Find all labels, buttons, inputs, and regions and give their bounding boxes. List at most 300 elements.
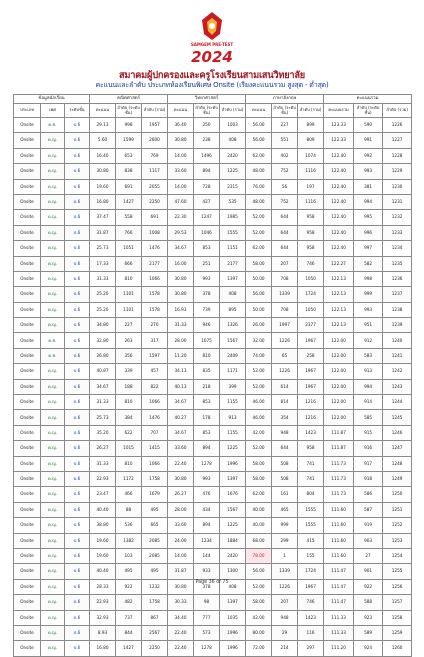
table-cell: 2055 bbox=[142, 179, 168, 194]
table-cell: 1997 bbox=[272, 318, 298, 333]
group-math: คณิตศาสตร์ bbox=[90, 95, 168, 104]
table-cell: 297 bbox=[298, 641, 324, 656]
table-cell: Onsite bbox=[14, 287, 41, 302]
table-cell: Onsite bbox=[14, 395, 41, 410]
table-cell: 62.00 bbox=[246, 241, 272, 256]
table-cell: 30.80 bbox=[168, 471, 194, 486]
table-cell: 2420 bbox=[220, 148, 246, 163]
table-cell: 958 bbox=[298, 441, 324, 456]
table-row bbox=[14, 379, 412, 394]
table-cell: 384 bbox=[116, 410, 142, 425]
table-cell: 30.80 bbox=[90, 164, 116, 179]
table-cell: ป.6 bbox=[65, 471, 90, 486]
table-cell: 1985 bbox=[220, 210, 246, 225]
table-cell: 122.40 bbox=[324, 241, 354, 256]
table-cell: 535 bbox=[220, 194, 246, 209]
table-cell: 1050 bbox=[298, 302, 324, 317]
table-cell: 1244 bbox=[383, 395, 412, 410]
table-cell: ป.6 bbox=[65, 302, 90, 317]
table-cell: ด.ญ. bbox=[41, 518, 65, 533]
table-cell: ด.ญ. bbox=[41, 533, 65, 548]
table-cell: 34.67 bbox=[168, 241, 194, 256]
table-cell: 1397 bbox=[220, 471, 246, 486]
table-cell: ด.ญ. bbox=[41, 595, 65, 610]
table-cell: 853 bbox=[194, 425, 220, 440]
table-cell: 339 bbox=[116, 364, 142, 379]
table-cell: 1996 bbox=[220, 625, 246, 640]
table-cell: 918 bbox=[354, 471, 383, 486]
table-cell: 28.33 bbox=[90, 579, 116, 594]
table-cell: 111.60 bbox=[324, 548, 354, 563]
table-cell: 809 bbox=[298, 133, 324, 148]
table-cell: 1567 bbox=[220, 502, 246, 517]
table-cell: 1758 bbox=[142, 595, 168, 610]
table-cell: 103 bbox=[116, 548, 142, 563]
table-cell: ป.6 bbox=[65, 625, 90, 640]
table-cell: 1476 bbox=[142, 241, 168, 256]
table-cell: ป.6 bbox=[65, 395, 90, 410]
table-cell: 1226 bbox=[272, 333, 298, 348]
table-cell: 810 bbox=[116, 395, 142, 410]
table-cell: 1008 bbox=[142, 225, 168, 240]
table-cell: 122.40 bbox=[324, 210, 354, 225]
table-cell: 48.00 bbox=[246, 194, 272, 209]
table-cell: ป.6 bbox=[65, 225, 90, 240]
table-cell: 1101 bbox=[116, 287, 142, 302]
table-cell: ด.ญ. bbox=[41, 471, 65, 486]
table-cell: ด.ญ. bbox=[41, 225, 65, 240]
table-cell: 1226 bbox=[272, 579, 298, 594]
table-cell: 24.00 bbox=[168, 533, 194, 548]
table-cell: 188 bbox=[116, 379, 142, 394]
table-cell: 822 bbox=[142, 379, 168, 394]
table-cell: 1239 bbox=[383, 318, 412, 333]
table-cell: 1555 bbox=[298, 518, 324, 533]
table-cell: ด.ญ. bbox=[41, 164, 65, 179]
table-cell: 111.47 bbox=[324, 564, 354, 579]
table-cell: ด.ช. bbox=[41, 333, 65, 348]
table-cell: 214 bbox=[272, 641, 298, 656]
table-cell: 111.47 bbox=[324, 595, 354, 610]
table-cell: 1116 bbox=[298, 164, 324, 179]
table-cell: 17.33 bbox=[90, 256, 116, 271]
table-cell: 40.87 bbox=[90, 364, 116, 379]
group-science: วิทยาศาสตร์ bbox=[168, 95, 246, 104]
table-cell: 583 bbox=[354, 348, 383, 363]
table-cell: 34.67 bbox=[168, 425, 194, 440]
table-cell: 40.27 bbox=[168, 410, 194, 425]
table-cell: 251 bbox=[194, 256, 220, 271]
table-cell: 589 bbox=[354, 625, 383, 640]
table-row bbox=[14, 564, 412, 579]
table-cell: 1996 bbox=[220, 641, 246, 656]
table-cell: 1397 bbox=[220, 271, 246, 286]
table-cell: 994 bbox=[354, 194, 383, 209]
table-cell: Onsite bbox=[14, 271, 41, 286]
col-sci-score: คะแนน bbox=[168, 104, 194, 118]
table-cell: 52.00 bbox=[246, 441, 272, 456]
table-cell: ป.6 bbox=[65, 487, 90, 502]
table-cell: Onsite bbox=[14, 118, 41, 133]
table-cell: 1229 bbox=[383, 164, 412, 179]
col-gender: เพศ bbox=[41, 104, 65, 118]
table-cell: ป.6 bbox=[65, 241, 90, 256]
table-cell: ด.ญ. bbox=[41, 287, 65, 302]
table-cell: ด.ญ. bbox=[41, 456, 65, 471]
table-cell: 263 bbox=[116, 333, 142, 348]
table-cell: Onsite bbox=[14, 518, 41, 533]
table-cell: 508 bbox=[272, 456, 298, 471]
table-cell: 22.30 bbox=[168, 210, 194, 225]
table-cell: 1423 bbox=[298, 425, 324, 440]
table-row bbox=[14, 456, 412, 471]
table-row bbox=[14, 533, 412, 548]
table-cell: 998 bbox=[116, 118, 142, 133]
table-cell: 1555 bbox=[298, 502, 324, 517]
table-cell: 56 bbox=[272, 179, 298, 194]
table-cell: 155 bbox=[298, 548, 324, 563]
table-cell: 1599 bbox=[116, 133, 142, 148]
table-cell: ด.ญ. bbox=[41, 641, 65, 656]
table-cell: 11.20 bbox=[168, 348, 194, 363]
table-cell: 78.00 bbox=[246, 548, 272, 563]
table-cell: 52.00 bbox=[246, 379, 272, 394]
table-cell: ด.ช. bbox=[41, 118, 65, 133]
table-cell: 161 bbox=[272, 487, 298, 502]
table-cell: 354 bbox=[272, 410, 298, 425]
table-cell: 19.60 bbox=[90, 548, 116, 563]
table-cell: 1253 bbox=[383, 533, 412, 548]
table-cell: 25.20 bbox=[90, 287, 116, 302]
table-cell: 116 bbox=[298, 625, 324, 640]
table-cell: 2085 bbox=[142, 548, 168, 563]
table-cell: 644 bbox=[272, 241, 298, 256]
table-cell: 1225 bbox=[220, 518, 246, 533]
table-cell: 111.73 bbox=[324, 456, 354, 471]
table-cell: 16.00 bbox=[168, 256, 194, 271]
table-cell: 25.20 bbox=[90, 302, 116, 317]
table-cell: 1967 bbox=[298, 333, 324, 348]
table-cell: 399 bbox=[220, 379, 246, 394]
table-cell: 56.00 bbox=[246, 133, 272, 148]
col-eng-rank-level: ลำดับ (ระดับชั้น) bbox=[272, 104, 298, 118]
table-cell: 2177 bbox=[142, 256, 168, 271]
table-cell: 2250 bbox=[142, 641, 168, 656]
table-cell: 31.33 bbox=[90, 395, 116, 410]
table-cell: 1300 bbox=[220, 564, 246, 579]
table-body bbox=[14, 118, 412, 657]
table-cell: 1225 bbox=[220, 441, 246, 456]
table-cell: 122.13 bbox=[324, 287, 354, 302]
table-cell: ด.ญ. bbox=[41, 625, 65, 640]
table-cell: 737 bbox=[116, 610, 142, 625]
table-cell: 1228 bbox=[383, 148, 412, 163]
table-cell: 1066 bbox=[142, 456, 168, 471]
table-cell: 1415 bbox=[142, 441, 168, 456]
table-cell: ด.ญ. bbox=[41, 425, 65, 440]
table-cell: 1967 bbox=[298, 379, 324, 394]
table-cell: 1427 bbox=[116, 194, 142, 209]
table-cell: ป.6 bbox=[65, 287, 90, 302]
table-cell: 1050 bbox=[298, 271, 324, 286]
table-cell: 28.00 bbox=[168, 333, 194, 348]
table-cell: 958 bbox=[298, 210, 324, 225]
table-cell: 26.27 bbox=[168, 487, 194, 502]
table-cell: 76.00 bbox=[246, 179, 272, 194]
table-cell: 34.80 bbox=[90, 318, 116, 333]
col-math-score: คะแนน bbox=[90, 104, 116, 118]
table-cell: 948 bbox=[272, 610, 298, 625]
table-cell: 1066 bbox=[142, 271, 168, 286]
table-cell: 573 bbox=[194, 625, 220, 640]
table-cell: ป.6 bbox=[65, 333, 90, 348]
table-cell: 80.00 bbox=[246, 625, 272, 640]
table-cell: Onsite bbox=[14, 348, 41, 363]
table-cell: 50.00 bbox=[246, 271, 272, 286]
table-cell: 997 bbox=[354, 241, 383, 256]
table-cell: ป.6 bbox=[65, 133, 90, 148]
table-cell: 741 bbox=[298, 456, 324, 471]
table-cell: 551 bbox=[272, 133, 298, 148]
table-cell: 29 bbox=[272, 625, 298, 640]
table-cell: 1251 bbox=[383, 502, 412, 517]
col-eng-rank-all: ลำดับ (รวม) bbox=[298, 104, 324, 118]
table-row bbox=[14, 318, 412, 333]
table-cell: Onsite bbox=[14, 579, 41, 594]
table-cell: 88 bbox=[116, 502, 142, 517]
table-cell: 644 bbox=[272, 225, 298, 240]
table-row bbox=[14, 625, 412, 640]
table-cell: ด.ญ. bbox=[41, 441, 65, 456]
table-cell: 894 bbox=[194, 441, 220, 456]
table-cell: 30.80 bbox=[168, 271, 194, 286]
table-cell: 1231 bbox=[383, 194, 412, 209]
table-row bbox=[14, 441, 412, 456]
table-cell: 25.73 bbox=[90, 410, 116, 425]
table-cell: ด.ญ. bbox=[41, 302, 65, 317]
table-cell: 122.40 bbox=[324, 164, 354, 179]
table-cell: 1249 bbox=[383, 471, 412, 486]
table-cell: 1155 bbox=[220, 425, 246, 440]
table-cell: Onsite bbox=[14, 256, 41, 271]
table-row bbox=[14, 487, 412, 502]
table-cell: 52.00 bbox=[246, 364, 272, 379]
table-cell: 31.33 bbox=[90, 271, 116, 286]
table-cell: 356 bbox=[116, 348, 142, 363]
table-cell: 1066 bbox=[142, 395, 168, 410]
group-student: ข้อมูลนักเรียน bbox=[14, 95, 90, 104]
table-cell: 741 bbox=[298, 471, 324, 486]
table-cell: ด.ญ. bbox=[41, 148, 65, 163]
table-cell: 52.00 bbox=[246, 210, 272, 225]
table-cell: 144 bbox=[194, 548, 220, 563]
table-row bbox=[14, 164, 412, 179]
table-row bbox=[14, 118, 412, 133]
table-cell: ด.ญ. bbox=[41, 564, 65, 579]
table-cell: 56.00 bbox=[246, 564, 272, 579]
table-cell: ด.ญ. bbox=[41, 318, 65, 333]
table-cell: 122.40 bbox=[324, 148, 354, 163]
page-subtitle: คะแนนและลำดับ ประเภทห้องเรียนพิเศษ Onsite (เรียงคะแนนรวม สูงสุด - ต่ำสุด) bbox=[95, 81, 329, 89]
table-cell: 708 bbox=[272, 271, 298, 286]
table-cell: 16.40 bbox=[90, 148, 116, 163]
table-cell: 22.93 bbox=[90, 595, 116, 610]
table-cell: 752 bbox=[272, 194, 298, 209]
table-cell: 122.13 bbox=[324, 271, 354, 286]
table-cell: 810 bbox=[116, 456, 142, 471]
table-cell: 35.20 bbox=[90, 425, 116, 440]
table-cell: 1015 bbox=[116, 441, 142, 456]
table-cell: 1758 bbox=[142, 471, 168, 486]
table-cell: 903 bbox=[354, 533, 383, 548]
table-cell: 2567 bbox=[142, 625, 168, 640]
table-cell: 867 bbox=[142, 610, 168, 625]
table-cell: 22.93 bbox=[90, 471, 116, 486]
table-cell: Onsite bbox=[14, 595, 41, 610]
table-cell: 1996 bbox=[220, 456, 246, 471]
table-cell: 998 bbox=[354, 271, 383, 286]
logo-text-top: SAMGEM PRE-TEST bbox=[190, 42, 234, 47]
table-cell: 1226 bbox=[272, 364, 298, 379]
table-cell: 1496 bbox=[194, 148, 220, 163]
table-cell: 207 bbox=[272, 595, 298, 610]
table-cell: Onsite bbox=[14, 471, 41, 486]
table-cell: Onsite bbox=[14, 364, 41, 379]
logo-text-year: 2024 bbox=[191, 48, 233, 66]
page-title: สมาคมผู้ปกครองและครูโรงเรียนสามเสนวิทยาลัย bbox=[119, 70, 305, 81]
table-cell: 2315 bbox=[220, 179, 246, 194]
table-cell: 1238 bbox=[383, 302, 412, 317]
table-cell: 558 bbox=[116, 210, 142, 225]
table-cell: 238 bbox=[194, 133, 220, 148]
col-math-rank-level: ลำดับ (ระดับชั้น) bbox=[116, 104, 142, 118]
table-cell: 408 bbox=[220, 579, 246, 594]
table-cell: 752 bbox=[272, 164, 298, 179]
table-cell: 1567 bbox=[220, 333, 246, 348]
table-cell: 62.00 bbox=[246, 487, 272, 502]
table-row bbox=[14, 641, 412, 656]
table-cell: 408 bbox=[220, 287, 246, 302]
table-cell: 707 bbox=[142, 425, 168, 440]
table-cell: 993 bbox=[354, 302, 383, 317]
table-cell: ป.6 bbox=[65, 318, 90, 333]
table-cell: 28.00 bbox=[168, 502, 194, 517]
table-cell: 34.40 bbox=[168, 610, 194, 625]
table-cell: 913 bbox=[220, 410, 246, 425]
table-cell: 227 bbox=[116, 318, 142, 333]
table-cell: 838 bbox=[116, 164, 142, 179]
table-cell: 8.93 bbox=[90, 625, 116, 640]
table-cell: 691 bbox=[142, 210, 168, 225]
table-cell: 258 bbox=[298, 348, 324, 363]
table-cell: 1151 bbox=[220, 241, 246, 256]
table-cell: 26.00 bbox=[246, 318, 272, 333]
table-cell: 919 bbox=[354, 518, 383, 533]
column-header-row bbox=[14, 104, 412, 118]
table-cell: 40.00 bbox=[246, 518, 272, 533]
table-cell: 32.93 bbox=[90, 610, 116, 625]
table-cell: Onsite bbox=[14, 379, 41, 394]
table-cell: Onsite bbox=[14, 564, 41, 579]
table-cell: ป.6 bbox=[65, 425, 90, 440]
table-cell: 58.00 bbox=[246, 595, 272, 610]
table-cell: 14.00 bbox=[168, 179, 194, 194]
table-cell: 34.67 bbox=[90, 379, 116, 394]
table-cell: 1237 bbox=[383, 287, 412, 302]
table-cell: 1246 bbox=[383, 425, 412, 440]
table-cell: 50.00 bbox=[246, 302, 272, 317]
table-cell: 1724 bbox=[298, 287, 324, 302]
table-cell: 933 bbox=[194, 564, 220, 579]
table-cell: 1555 bbox=[220, 225, 246, 240]
table-cell: 16.93 bbox=[168, 302, 194, 317]
table-cell: 466 bbox=[116, 487, 142, 502]
table-cell: 1255 bbox=[383, 564, 412, 579]
table-cell: 122.40 bbox=[324, 179, 354, 194]
table-cell: 197 bbox=[298, 179, 324, 194]
table-cell: 22.40 bbox=[168, 641, 194, 656]
table-cell: Onsite bbox=[14, 610, 41, 625]
table-cell: 1232 bbox=[383, 210, 412, 225]
table-cell: 1676 bbox=[220, 487, 246, 502]
table-cell: 408 bbox=[220, 133, 246, 148]
table-cell: 666 bbox=[116, 256, 142, 271]
table-cell: 2600 bbox=[142, 133, 168, 148]
table-cell: 111.73 bbox=[324, 471, 354, 486]
table-cell: 19.60 bbox=[90, 533, 116, 548]
table-cell: 1226 bbox=[383, 118, 412, 133]
table-cell: 1051 bbox=[116, 241, 142, 256]
table-cell: 2409 bbox=[220, 348, 246, 363]
table-cell: 46.00 bbox=[246, 395, 272, 410]
table-cell: 1230 bbox=[383, 179, 412, 194]
table-cell: Onsite bbox=[14, 318, 41, 333]
table-cell: 1171 bbox=[220, 364, 246, 379]
table-cell: Onsite bbox=[14, 641, 41, 656]
table-row bbox=[14, 395, 412, 410]
table-cell: 98 bbox=[194, 595, 220, 610]
table-cell: Onsite bbox=[14, 441, 41, 456]
table-cell: 495 bbox=[142, 564, 168, 579]
table-cell: Onsite bbox=[14, 333, 41, 348]
table-cell: 31.33 bbox=[90, 456, 116, 471]
table-row bbox=[14, 364, 412, 379]
table-row bbox=[14, 333, 412, 348]
table-cell: 38.80 bbox=[90, 518, 116, 533]
table-cell: 1247 bbox=[194, 210, 220, 225]
table-cell: 37.47 bbox=[90, 210, 116, 225]
table-cell: 590 bbox=[354, 118, 383, 133]
table-cell: ป.6 bbox=[65, 533, 90, 548]
table-cell: 26.27 bbox=[90, 441, 116, 456]
table-cell: 111.87 bbox=[324, 441, 354, 456]
table-cell: 946 bbox=[194, 318, 220, 333]
table-row bbox=[14, 287, 412, 302]
table-cell: 914 bbox=[354, 395, 383, 410]
table-cell: ด.ญ. bbox=[41, 395, 65, 410]
table-cell: 582 bbox=[354, 256, 383, 271]
table-cell: 804 bbox=[298, 487, 324, 502]
table-cell: 299 bbox=[272, 533, 298, 548]
table-cell: 1172 bbox=[116, 471, 142, 486]
group-total: คะแนนรวม bbox=[324, 95, 412, 104]
col-level: ระดับชั้น bbox=[65, 104, 90, 118]
table-cell: 653 bbox=[116, 148, 142, 163]
table-cell: 30.80 bbox=[168, 579, 194, 594]
table-cell: 1578 bbox=[142, 302, 168, 317]
table-row bbox=[14, 194, 412, 209]
table-cell: 1397 bbox=[220, 595, 246, 610]
